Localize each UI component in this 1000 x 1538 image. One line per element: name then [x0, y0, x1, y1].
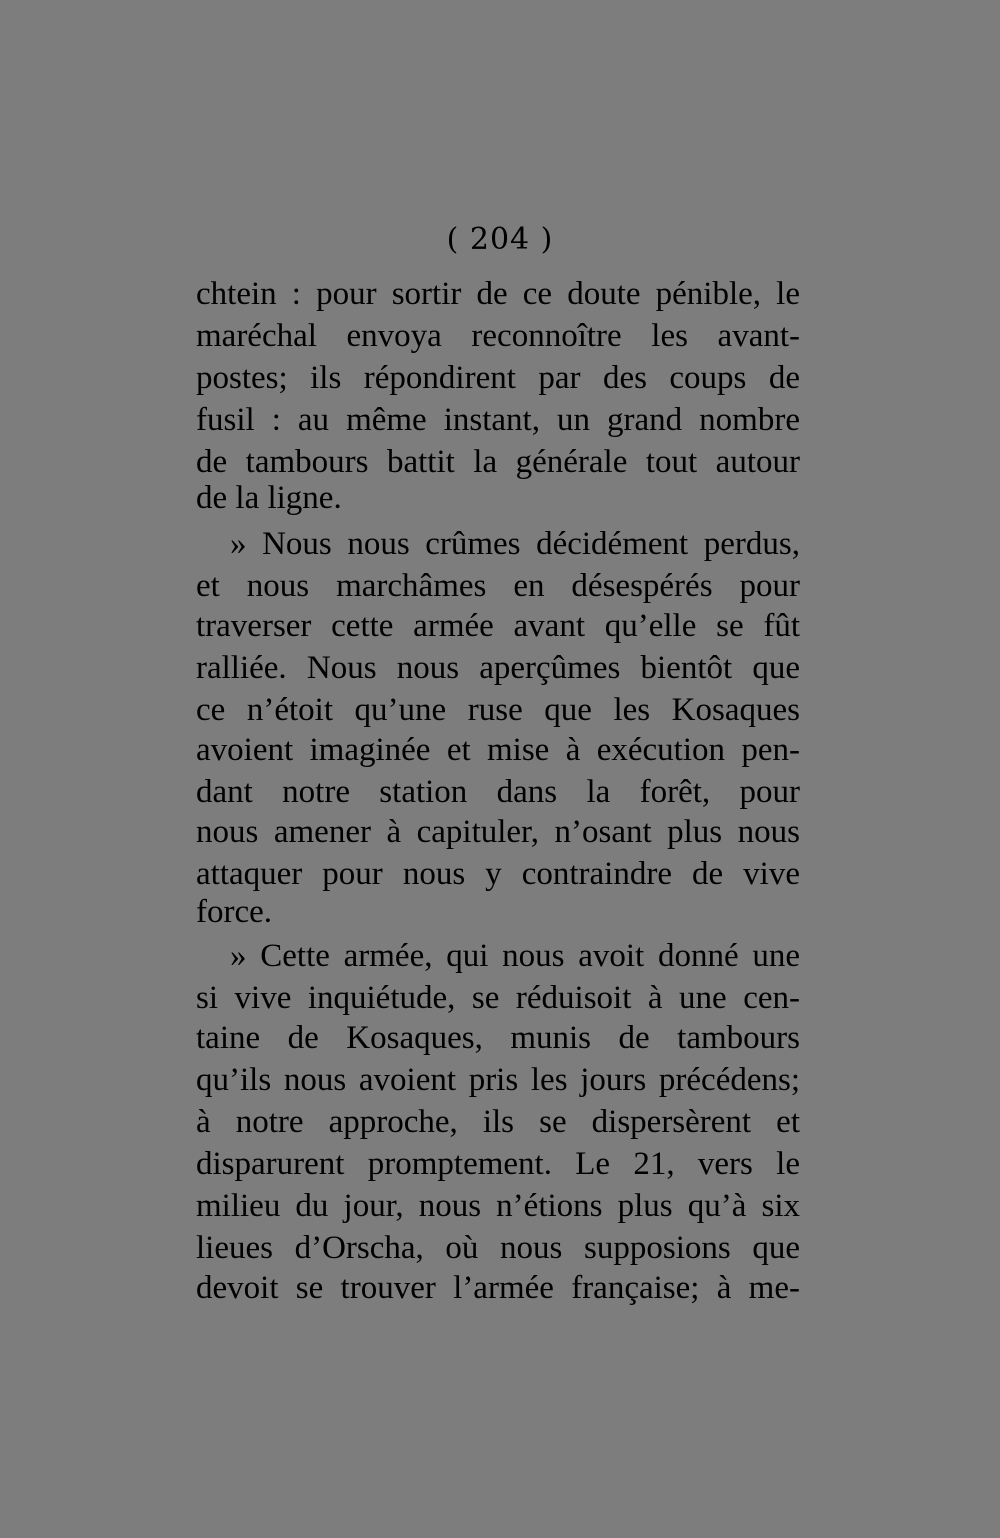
- text-line: si vive inquiétude, se réduisoit à une cen-: [196, 980, 800, 1016]
- text-line: dant notre station dans la forêt, pour: [196, 774, 800, 810]
- text-line: ce n’étoit qu’une ruse que les Kosaques: [196, 692, 800, 728]
- text-line: chtein : pour sortir de ce doute pénible, le: [196, 276, 800, 312]
- text-line: avoient imaginée et mise à exécution pen-: [196, 732, 800, 768]
- text-line: maréchal envoya reconnoître les avant-: [196, 318, 800, 354]
- text-line: nous amener à capituler, n’osant plus nous: [196, 814, 800, 850]
- text-line: taine de Kosaques, munis de tambours: [196, 1020, 800, 1056]
- text-line: disparurent promptement. Le 21, vers le: [196, 1146, 800, 1182]
- text-line: milieu du jour, nous n’étions plus qu’à six: [196, 1188, 800, 1224]
- text-line: et nous marchâmes en désespérés pour: [196, 568, 800, 604]
- text-line: fusil : au même instant, un grand nombre: [196, 402, 800, 438]
- text-line: de tambours battit la générale tout autour: [196, 444, 800, 480]
- text-line: de la ligne.: [196, 480, 342, 516]
- text-line: ralliée. Nous nous aperçûmes bientôt que: [196, 650, 800, 686]
- text-line: traverser cette armée avant qu’elle se fût: [196, 608, 800, 644]
- text-line: » Cette armée, qui nous avoit donné une: [230, 938, 800, 974]
- text-line: devoit se trouver l’armée française; à me-: [196, 1270, 800, 1306]
- page-number: ( 204 ): [446, 222, 554, 257]
- text-line: qu’ils nous avoient pris les jours précédens;: [196, 1062, 800, 1098]
- text-line: postes; ils répondirent par des coups de: [196, 360, 800, 396]
- text-line: » Nous nous crûmes décidément perdus,: [230, 526, 800, 562]
- text-line: force.: [196, 894, 273, 930]
- text-line: à notre approche, ils se dispersèrent et: [196, 1104, 800, 1140]
- text-line: attaquer pour nous y contraindre de vive: [196, 856, 800, 892]
- text-line: lieues d’Orscha, où nous supposions que: [196, 1230, 800, 1266]
